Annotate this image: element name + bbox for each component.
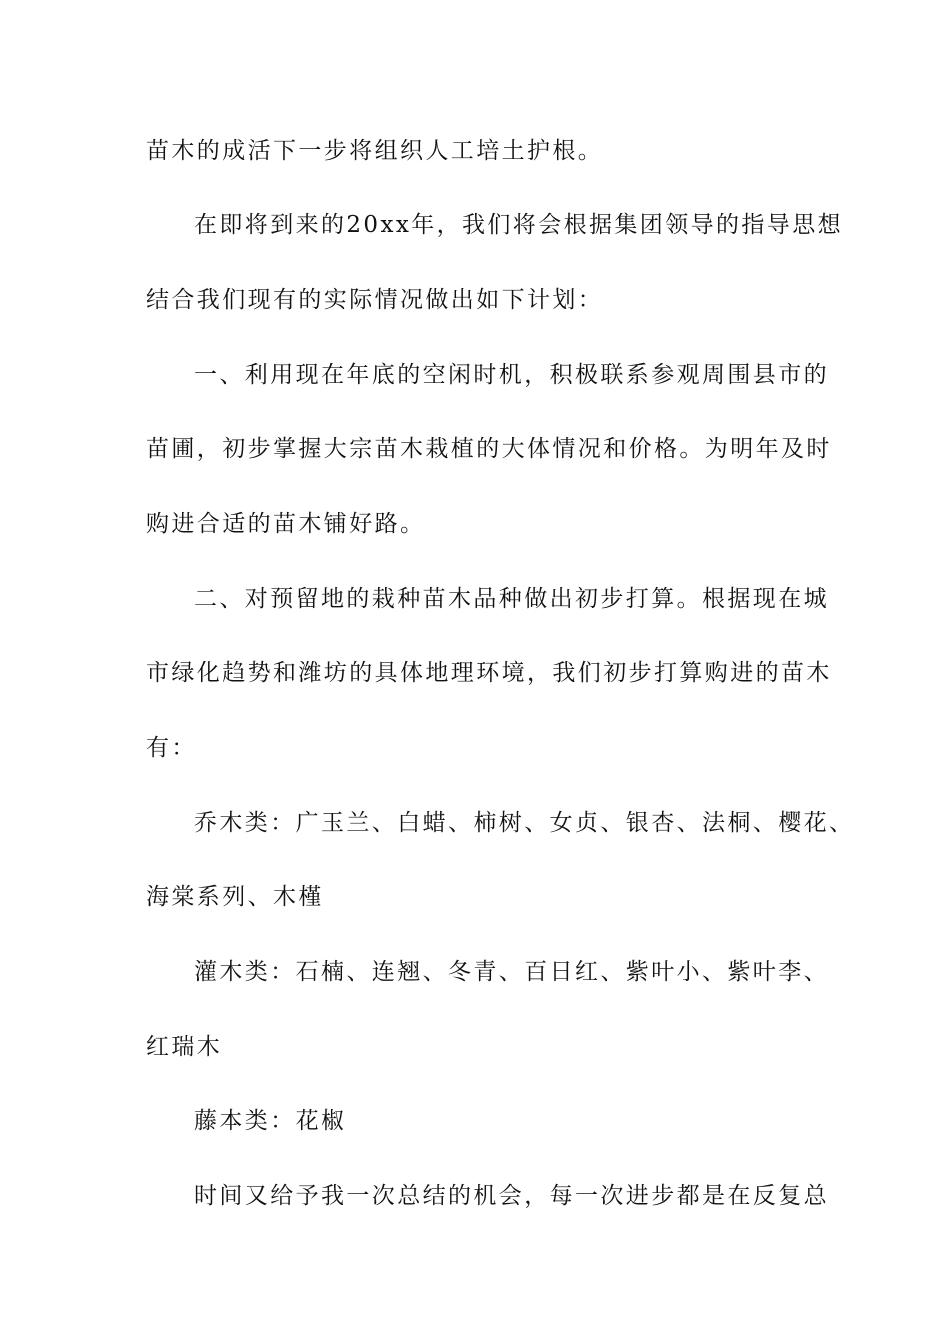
- text-line: 购进合适的苗木铺好路。: [146, 511, 426, 537]
- text-line: 藤本类：花椒: [194, 1108, 347, 1134]
- text-line: 一、利用现在年底的空闲时机，积极联系参观周围县市的: [194, 362, 829, 388]
- text-line: 灌木类：石楠、连翘、冬青、百日红、紫叶小、紫叶李、: [194, 959, 829, 985]
- text-line: 市绿化趋势和潍坊的具体地理环境，我们初步打算购进的苗木: [146, 660, 832, 686]
- text-line: 二、对预留地的栽种苗木品种做出初步打算。根据现在城: [194, 586, 829, 612]
- text-line: 乔木类：广玉兰、白蜡、柿树、女贞、银杏、法桐、樱花、: [194, 810, 855, 836]
- text-line: 苗木的成活下一步将组织人工培土护根。: [146, 138, 604, 164]
- text-line: 在即将到来的20xx年，我们将会根据集团领导的指导思想: [194, 212, 844, 238]
- text-line: 时间又给予我一次总结的机会，每一次进步都是在反复总: [194, 1183, 829, 1209]
- text-line: 红瑞木: [146, 1034, 223, 1060]
- text-line: 有：: [146, 735, 197, 761]
- text-line: 海棠系列、木槿: [146, 884, 324, 910]
- text-line: 苗圃，初步掌握大宗苗木栽植的大体情况和价格。为明年及时: [146, 436, 832, 462]
- text-line: 结合我们现有的实际情况做出如下计划：: [146, 287, 604, 313]
